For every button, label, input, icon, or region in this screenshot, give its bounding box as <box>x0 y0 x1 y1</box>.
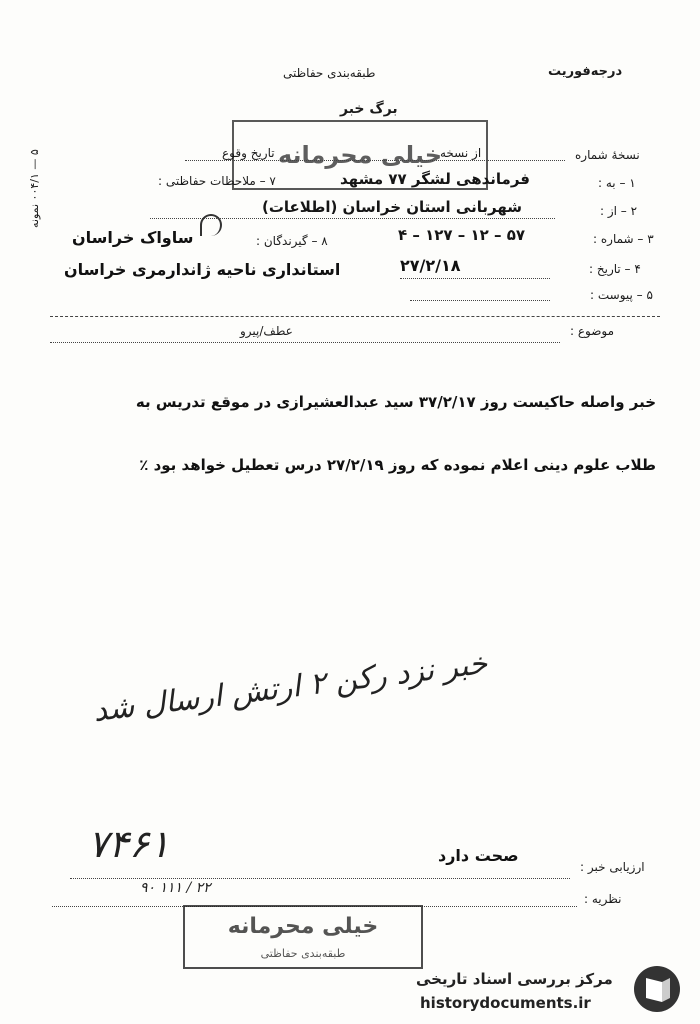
number-value: ۴ – ۱۲۷ – ۱۲ – ۵۷ <box>398 226 526 244</box>
recipient-1: ساواک خراسان <box>72 228 194 247</box>
assessment-label: ارزیابی خبر : <box>580 860 645 874</box>
to-value: فرماندهی لشگر ۷۷ مشهد <box>340 170 530 188</box>
bottom-stamp-caption: طبقه‌بندی حفاظتی <box>260 947 346 960</box>
handwritten-file-number: ۷۴۶۱ <box>88 822 170 866</box>
top-classification-stamp: خیلی محرمانه <box>232 120 488 190</box>
handwritten-small-note: ۹۰ ۱۱۱ / ۲۲ <box>140 880 211 896</box>
event-date-label: تاریخ وقوع <box>222 146 275 160</box>
from-label: ۲ – از : <box>600 204 638 218</box>
subject-line <box>50 342 560 343</box>
bottom-classification-stamp <box>183 905 423 969</box>
site-name: مرکز بررسی اسناد تاریخی <box>416 970 613 988</box>
handwritten-note: خبر نزد رکن ۲ ارتش ارسال شد <box>91 645 490 730</box>
classification-label: طبقه‌بندی حفاظتی <box>283 66 376 80</box>
from-value: شهربانی استان خراسان (اطلاعات) <box>262 198 522 216</box>
date-line <box>400 278 550 279</box>
site-logo-icon <box>632 964 682 1014</box>
security-notes-label: ۷ – ملاحظات حفاظتی : <box>158 174 276 188</box>
form-title: برگ خبر <box>340 101 398 117</box>
assessment-line <box>70 878 570 879</box>
reference-label: عطف/پیرو <box>240 324 293 338</box>
recipient-2: استانداری ناحیه ژاندارمری خراسان <box>64 260 341 279</box>
opinion-label: نظریه : <box>584 892 622 906</box>
date-value: ۲۷/۲/۱۸ <box>400 256 461 275</box>
bottom-stamp-text: خیلی محرمانه <box>227 914 379 939</box>
subject-label: موضوع : <box>570 324 615 338</box>
body-line-2: طلاب علوم دینی اعلام نموده که روز ۲۷/۲/۱۹ درس تعطیل خواهد بود ٪ <box>139 456 656 474</box>
handwritten-check-mark <box>200 214 222 236</box>
recipients-label: ۸ – گیرندگان : <box>256 234 328 248</box>
site-url: historydocuments.ir <box>420 994 591 1012</box>
attachment-label: ۵ – پیوست : <box>590 288 653 302</box>
side-margin-number: ۵ — ۰۰۴/۱ نمونه <box>28 149 41 228</box>
attachment-line <box>410 300 550 301</box>
from-copy-label: از نسخه <box>440 146 482 160</box>
urgency-label: درجه‌فوریت <box>548 64 623 79</box>
copy-number-label: نسخهٔ شماره <box>575 148 640 162</box>
header-separator <box>50 316 660 317</box>
number-label: ۳ – شماره : <box>593 232 654 246</box>
body-line-1: خبر واصله حاکیست روز ۳۷/۲/۱۷ سید عبدالعشیرازی در موقع تدریس به <box>135 393 656 411</box>
copy-number-line <box>185 160 565 161</box>
to-label: ۱ – به : <box>598 176 636 190</box>
assessment-value: صحت دارد <box>438 846 519 865</box>
date-label: ۴ – تاریخ : <box>589 262 641 276</box>
